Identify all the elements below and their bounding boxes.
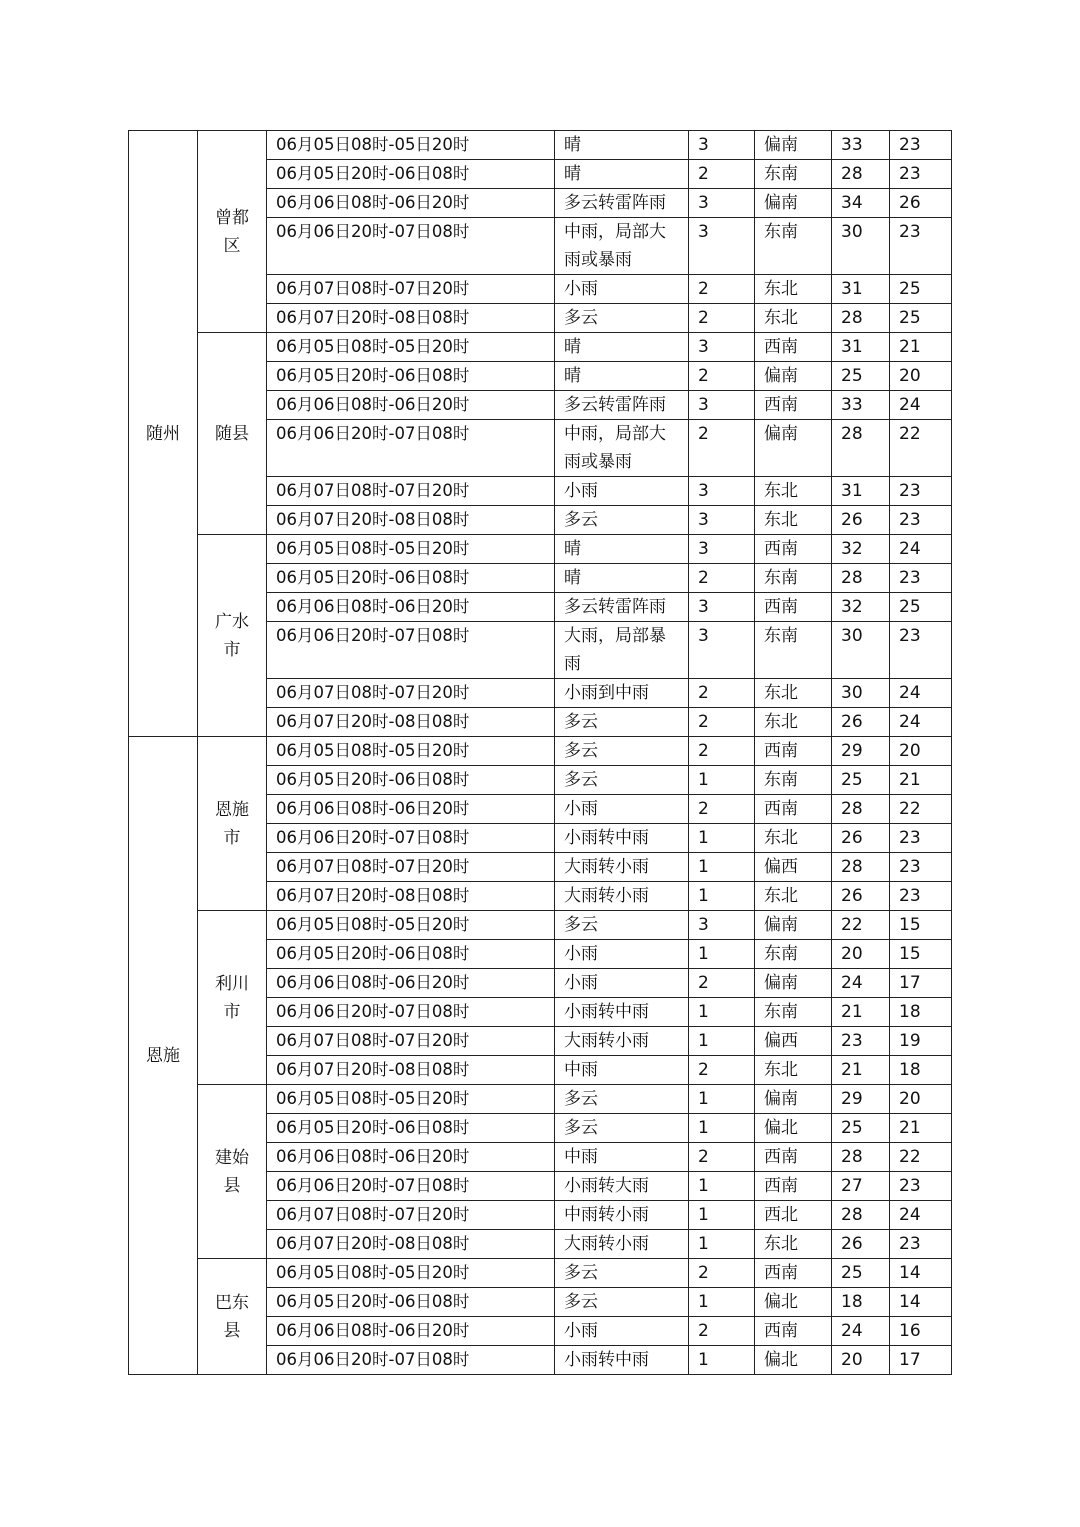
wind-direction-cell: 西南 [755, 1172, 832, 1201]
min-temp-cell: 14 [890, 1259, 952, 1288]
county-name-cell: 恩施市 [198, 737, 267, 911]
max-temp-cell: 33 [832, 391, 890, 420]
forecast-period-cell: 06月06日20时-07日08时 [267, 420, 555, 477]
wind-direction-cell: 西北 [755, 1201, 832, 1230]
forecast-period-cell: 06月07日20时-08日08时 [267, 304, 555, 333]
wind-level-cell: 1 [689, 998, 755, 1027]
wind-level-cell: 1 [689, 940, 755, 969]
forecast-period-cell: 06月05日08时-05日20时 [267, 1085, 555, 1114]
wind-direction-cell: 偏西 [755, 853, 832, 882]
forecast-period-cell: 06月05日08时-05日20时 [267, 333, 555, 362]
wind-level-cell: 1 [689, 1085, 755, 1114]
table-row [129, 1259, 952, 1288]
wind-level-cell: 3 [689, 189, 755, 218]
forecast-period-cell: 06月05日08时-05日20时 [267, 1259, 555, 1288]
wind-direction-cell: 东南 [755, 998, 832, 1027]
min-temp-cell: 24 [890, 535, 952, 564]
max-temp-cell: 25 [832, 1259, 890, 1288]
min-temp-cell: 22 [890, 1143, 952, 1172]
weather-cell: 多云转雷阵雨 [555, 391, 689, 420]
wind-level-cell: 3 [689, 593, 755, 622]
forecast-period-cell: 06月05日08时-05日20时 [267, 131, 555, 160]
wind-level-cell: 2 [689, 795, 755, 824]
min-temp-cell: 22 [890, 795, 952, 824]
wind-level-cell: 2 [689, 304, 755, 333]
weather-cell: 晴 [555, 535, 689, 564]
max-temp-cell: 33 [832, 131, 890, 160]
min-temp-cell: 23 [890, 218, 952, 275]
weather-cell: 大雨转小雨 [555, 882, 689, 911]
wind-direction-cell: 东北 [755, 506, 832, 535]
wind-direction-cell: 东北 [755, 708, 832, 737]
weather-cell: 晴 [555, 131, 689, 160]
forecast-period-cell: 06月06日08时-06日20时 [267, 1143, 555, 1172]
city-name-cell: 恩施 [129, 737, 198, 1375]
forecast-period-cell: 06月06日20时-07日08时 [267, 218, 555, 275]
wind-direction-cell: 东北 [755, 275, 832, 304]
forecast-period-cell: 06月05日20时-06日08时 [267, 940, 555, 969]
county-name-cell: 巴东县 [198, 1259, 267, 1375]
min-temp-cell: 20 [890, 737, 952, 766]
wind-level-cell: 1 [689, 1346, 755, 1375]
wind-level-cell: 3 [689, 535, 755, 564]
weather-cell: 小雨 [555, 940, 689, 969]
wind-direction-cell: 东北 [755, 882, 832, 911]
wind-direction-cell: 东北 [755, 304, 832, 333]
max-temp-cell: 22 [832, 911, 890, 940]
min-temp-cell: 25 [890, 275, 952, 304]
min-temp-cell: 23 [890, 131, 952, 160]
table-row [129, 535, 952, 564]
max-temp-cell: 28 [832, 795, 890, 824]
min-temp-cell: 25 [890, 304, 952, 333]
wind-level-cell: 1 [689, 882, 755, 911]
weather-cell: 多云 [555, 737, 689, 766]
max-temp-cell: 26 [832, 506, 890, 535]
forecast-period-cell: 06月07日08时-07日20时 [267, 1027, 555, 1056]
wind-direction-cell: 偏南 [755, 969, 832, 998]
max-temp-cell: 25 [832, 766, 890, 795]
wind-direction-cell: 东南 [755, 564, 832, 593]
weather-cell: 中雨，局部大雨或暴雨 [555, 218, 689, 275]
min-temp-cell: 23 [890, 853, 952, 882]
wind-level-cell: 1 [689, 1201, 755, 1230]
table-row [129, 1085, 952, 1114]
min-temp-cell: 17 [890, 969, 952, 998]
weather-cell: 多云 [555, 1085, 689, 1114]
weather-cell: 大雨转小雨 [555, 1027, 689, 1056]
table-row [129, 333, 952, 362]
max-temp-cell: 21 [832, 998, 890, 1027]
wind-direction-cell: 偏北 [755, 1114, 832, 1143]
max-temp-cell: 28 [832, 853, 890, 882]
wind-direction-cell: 西南 [755, 333, 832, 362]
wind-level-cell: 2 [689, 420, 755, 477]
wind-level-cell: 2 [689, 1056, 755, 1085]
forecast-period-cell: 06月06日20时-07日08时 [267, 1172, 555, 1201]
max-temp-cell: 28 [832, 304, 890, 333]
min-temp-cell: 14 [890, 1288, 952, 1317]
wind-direction-cell: 偏南 [755, 1085, 832, 1114]
wind-direction-cell: 东北 [755, 1056, 832, 1085]
forecast-period-cell: 06月07日08时-07日20时 [267, 1201, 555, 1230]
min-temp-cell: 16 [890, 1317, 952, 1346]
max-temp-cell: 28 [832, 564, 890, 593]
wind-direction-cell: 东南 [755, 766, 832, 795]
weather-cell: 晴 [555, 160, 689, 189]
max-temp-cell: 28 [832, 1201, 890, 1230]
county-name-cell: 曾都区 [198, 131, 267, 333]
weather-cell: 多云 [555, 1259, 689, 1288]
weather-cell: 中雨，局部大雨或暴雨 [555, 420, 689, 477]
max-temp-cell: 31 [832, 477, 890, 506]
weather-cell: 小雨转中雨 [555, 824, 689, 853]
max-temp-cell: 31 [832, 275, 890, 304]
wind-direction-cell: 东北 [755, 679, 832, 708]
max-temp-cell: 26 [832, 708, 890, 737]
max-temp-cell: 30 [832, 622, 890, 679]
min-temp-cell: 24 [890, 391, 952, 420]
forecast-period-cell: 06月06日08时-06日20时 [267, 795, 555, 824]
forecast-period-cell: 06月07日20时-08日08时 [267, 1056, 555, 1085]
forecast-period-cell: 06月06日20时-07日08时 [267, 998, 555, 1027]
table-row [129, 131, 952, 160]
wind-direction-cell: 东北 [755, 477, 832, 506]
wind-direction-cell: 西南 [755, 535, 832, 564]
wind-direction-cell: 西南 [755, 1317, 832, 1346]
min-temp-cell: 20 [890, 362, 952, 391]
weather-cell: 多云 [555, 304, 689, 333]
min-temp-cell: 21 [890, 766, 952, 795]
forecast-period-cell: 06月05日08时-05日20时 [267, 535, 555, 564]
table-row [129, 911, 952, 940]
wind-direction-cell: 西南 [755, 1259, 832, 1288]
wind-level-cell: 3 [689, 506, 755, 535]
weather-cell: 中雨 [555, 1143, 689, 1172]
wind-level-cell: 3 [689, 477, 755, 506]
forecast-period-cell: 06月07日08时-07日20时 [267, 275, 555, 304]
wind-level-cell: 1 [689, 853, 755, 882]
wind-level-cell: 3 [689, 391, 755, 420]
city-name-cell: 随州 [129, 131, 198, 737]
wind-direction-cell: 西南 [755, 737, 832, 766]
min-temp-cell: 23 [890, 1172, 952, 1201]
forecast-period-cell: 06月05日20时-06日08时 [267, 362, 555, 391]
min-temp-cell: 18 [890, 1056, 952, 1085]
min-temp-cell: 22 [890, 420, 952, 477]
max-temp-cell: 30 [832, 218, 890, 275]
min-temp-cell: 26 [890, 189, 952, 218]
wind-level-cell: 1 [689, 766, 755, 795]
min-temp-cell: 24 [890, 1201, 952, 1230]
wind-level-cell: 2 [689, 564, 755, 593]
max-temp-cell: 26 [832, 882, 890, 911]
wind-level-cell: 1 [689, 1288, 755, 1317]
wind-level-cell: 3 [689, 911, 755, 940]
wind-direction-cell: 东北 [755, 824, 832, 853]
min-temp-cell: 23 [890, 1230, 952, 1259]
min-temp-cell: 21 [890, 1114, 952, 1143]
weather-cell: 小雨转中雨 [555, 1346, 689, 1375]
weather-cell: 小雨转中雨 [555, 998, 689, 1027]
weather-cell: 多云 [555, 911, 689, 940]
wind-level-cell: 3 [689, 333, 755, 362]
weather-cell: 小雨转大雨 [555, 1172, 689, 1201]
weather-cell: 小雨 [555, 795, 689, 824]
min-temp-cell: 25 [890, 593, 952, 622]
min-temp-cell: 19 [890, 1027, 952, 1056]
max-temp-cell: 26 [832, 1230, 890, 1259]
wind-direction-cell: 西南 [755, 593, 832, 622]
max-temp-cell: 25 [832, 1114, 890, 1143]
wind-level-cell: 2 [689, 1259, 755, 1288]
wind-direction-cell: 偏南 [755, 189, 832, 218]
min-temp-cell: 15 [890, 911, 952, 940]
weather-cell: 大雨转小雨 [555, 1230, 689, 1259]
forecast-period-cell: 06月05日20时-06日08时 [267, 160, 555, 189]
min-temp-cell: 20 [890, 1085, 952, 1114]
wind-direction-cell: 偏南 [755, 362, 832, 391]
max-temp-cell: 28 [832, 420, 890, 477]
wind-level-cell: 2 [689, 737, 755, 766]
min-temp-cell: 23 [890, 622, 952, 679]
forecast-period-cell: 06月06日08时-06日20时 [267, 1317, 555, 1346]
forecast-period-cell: 06月07日20时-08日08时 [267, 708, 555, 737]
max-temp-cell: 20 [832, 1346, 890, 1375]
min-temp-cell: 15 [890, 940, 952, 969]
forecast-period-cell: 06月05日20时-06日08时 [267, 766, 555, 795]
forecast-period-cell: 06月05日20时-06日08时 [267, 564, 555, 593]
forecast-table-body [129, 131, 952, 1375]
weather-cell: 中雨转小雨 [555, 1201, 689, 1230]
weather-cell: 多云 [555, 708, 689, 737]
forecast-period-cell: 06月06日08时-06日20时 [267, 593, 555, 622]
wind-direction-cell: 东北 [755, 1230, 832, 1259]
max-temp-cell: 28 [832, 1143, 890, 1172]
weather-cell: 多云转雷阵雨 [555, 189, 689, 218]
wind-level-cell: 2 [689, 708, 755, 737]
forecast-period-cell: 06月05日20时-06日08时 [267, 1288, 555, 1317]
wind-direction-cell: 偏南 [755, 911, 832, 940]
wind-direction-cell: 西南 [755, 795, 832, 824]
weather-cell: 多云 [555, 1114, 689, 1143]
max-temp-cell: 23 [832, 1027, 890, 1056]
forecast-period-cell: 06月06日08时-06日20时 [267, 969, 555, 998]
wind-level-cell: 3 [689, 131, 755, 160]
wind-direction-cell: 西南 [755, 1143, 832, 1172]
max-temp-cell: 32 [832, 535, 890, 564]
max-temp-cell: 25 [832, 362, 890, 391]
weather-cell: 晴 [555, 333, 689, 362]
wind-direction-cell: 偏北 [755, 1288, 832, 1317]
weather-cell: 小雨 [555, 477, 689, 506]
forecast-period-cell: 06月07日20时-08日08时 [267, 882, 555, 911]
weather-cell: 晴 [555, 362, 689, 391]
min-temp-cell: 23 [890, 477, 952, 506]
max-temp-cell: 20 [832, 940, 890, 969]
min-temp-cell: 21 [890, 333, 952, 362]
weather-cell: 晴 [555, 564, 689, 593]
weather-cell: 小雨 [555, 275, 689, 304]
wind-level-cell: 2 [689, 362, 755, 391]
weather-cell: 多云 [555, 1288, 689, 1317]
wind-level-cell: 1 [689, 1172, 755, 1201]
weather-cell: 大雨转小雨 [555, 853, 689, 882]
forecast-period-cell: 06月07日20时-08日08时 [267, 1230, 555, 1259]
weather-cell: 多云 [555, 506, 689, 535]
max-temp-cell: 32 [832, 593, 890, 622]
min-temp-cell: 24 [890, 708, 952, 737]
wind-level-cell: 1 [689, 824, 755, 853]
wind-level-cell: 2 [689, 969, 755, 998]
max-temp-cell: 26 [832, 824, 890, 853]
weather-cell: 大雨，局部暴雨 [555, 622, 689, 679]
wind-level-cell: 2 [689, 160, 755, 189]
wind-direction-cell: 西南 [755, 391, 832, 420]
forecast-period-cell: 06月07日08时-07日20时 [267, 477, 555, 506]
wind-direction-cell: 偏北 [755, 1346, 832, 1375]
max-temp-cell: 24 [832, 1317, 890, 1346]
max-temp-cell: 24 [832, 969, 890, 998]
county-name-cell: 利川市 [198, 911, 267, 1085]
forecast-period-cell: 06月06日20时-07日08时 [267, 824, 555, 853]
wind-level-cell: 3 [689, 622, 755, 679]
max-temp-cell: 29 [832, 1085, 890, 1114]
forecast-period-cell: 06月06日20时-07日08时 [267, 1346, 555, 1375]
wind-direction-cell: 偏西 [755, 1027, 832, 1056]
min-temp-cell: 23 [890, 564, 952, 593]
weather-cell: 中雨 [555, 1056, 689, 1085]
forecast-period-cell: 06月07日20时-08日08时 [267, 506, 555, 535]
min-temp-cell: 23 [890, 160, 952, 189]
county-name-cell: 广水市 [198, 535, 267, 737]
forecast-period-cell: 06月07日08时-07日20时 [267, 679, 555, 708]
wind-direction-cell: 东南 [755, 160, 832, 189]
forecast-period-cell: 06月07日08时-07日20时 [267, 853, 555, 882]
min-temp-cell: 17 [890, 1346, 952, 1375]
wind-level-cell: 1 [689, 1114, 755, 1143]
wind-level-cell: 2 [689, 679, 755, 708]
max-temp-cell: 31 [832, 333, 890, 362]
wind-direction-cell: 东南 [755, 218, 832, 275]
wind-direction-cell: 东南 [755, 622, 832, 679]
forecast-period-cell: 06月06日08时-06日20时 [267, 391, 555, 420]
weather-forecast-table [128, 130, 952, 1375]
county-name-cell: 建始县 [198, 1085, 267, 1259]
weather-cell: 小雨 [555, 969, 689, 998]
max-temp-cell: 30 [832, 679, 890, 708]
max-temp-cell: 18 [832, 1288, 890, 1317]
forecast-period-cell: 06月05日20时-06日08时 [267, 1114, 555, 1143]
forecast-period-cell: 06月05日08时-05日20时 [267, 911, 555, 940]
weather-cell: 小雨到中雨 [555, 679, 689, 708]
weather-cell: 多云 [555, 766, 689, 795]
max-temp-cell: 28 [832, 160, 890, 189]
min-temp-cell: 18 [890, 998, 952, 1027]
forecast-period-cell: 06月06日08时-06日20时 [267, 189, 555, 218]
max-temp-cell: 29 [832, 737, 890, 766]
weather-cell: 小雨 [555, 1317, 689, 1346]
wind-direction-cell: 偏南 [755, 131, 832, 160]
max-temp-cell: 27 [832, 1172, 890, 1201]
wind-level-cell: 2 [689, 275, 755, 304]
wind-level-cell: 1 [689, 1027, 755, 1056]
wind-direction-cell: 偏南 [755, 420, 832, 477]
wind-level-cell: 2 [689, 1143, 755, 1172]
table-row [129, 737, 952, 766]
wind-level-cell: 1 [689, 1230, 755, 1259]
max-temp-cell: 34 [832, 189, 890, 218]
wind-level-cell: 2 [689, 1317, 755, 1346]
county-name-cell: 随县 [198, 333, 267, 535]
min-temp-cell: 23 [890, 506, 952, 535]
min-temp-cell: 23 [890, 824, 952, 853]
forecast-period-cell: 06月06日20时-07日08时 [267, 622, 555, 679]
forecast-period-cell: 06月05日08时-05日20时 [267, 737, 555, 766]
min-temp-cell: 23 [890, 882, 952, 911]
min-temp-cell: 24 [890, 679, 952, 708]
max-temp-cell: 21 [832, 1056, 890, 1085]
wind-direction-cell: 东南 [755, 940, 832, 969]
wind-level-cell: 3 [689, 218, 755, 275]
weather-cell: 多云转雷阵雨 [555, 593, 689, 622]
